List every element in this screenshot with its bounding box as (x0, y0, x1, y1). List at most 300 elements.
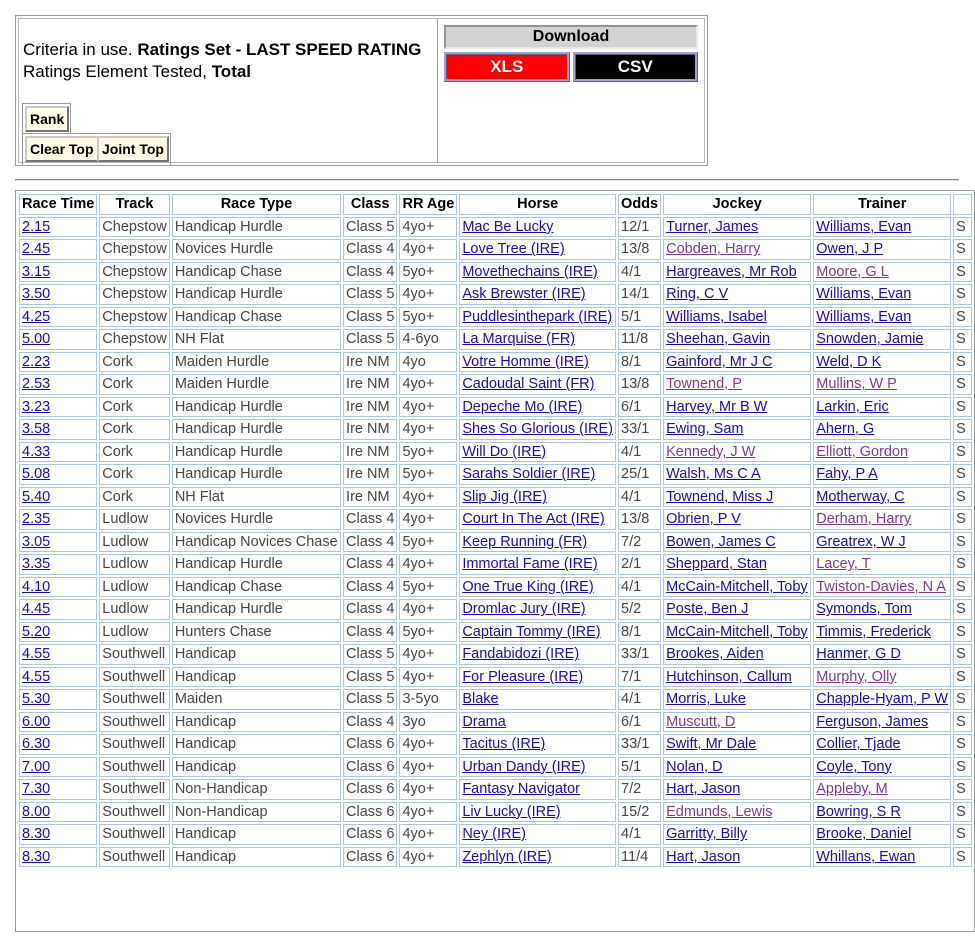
jockey-link[interactable]: Townend, Miss J (666, 488, 774, 505)
horse-link[interactable]: Zephlyn (IRE) (462, 848, 552, 865)
cell-jockey (663, 352, 811, 373)
cell-rr-age: 4yo+ (399, 667, 457, 688)
cell-odds: 4/1 (618, 487, 661, 508)
table-row (19, 419, 972, 440)
table-row (19, 487, 972, 508)
cell-class: Ire NM (343, 419, 397, 440)
table-row (19, 374, 972, 395)
cell-trainer (813, 532, 951, 553)
table-row (19, 847, 972, 868)
trainer-link[interactable]: Motherway, C (816, 488, 905, 505)
cell-rr-age: 3yo (399, 712, 457, 733)
horse-link[interactable]: Tacitus (IRE) (462, 736, 546, 753)
table-row (19, 757, 972, 778)
cell-jockey (663, 847, 811, 868)
trainer-link[interactable]: Snowden, Jamie (816, 331, 924, 348)
trainer-link[interactable]: Fahy, P A (816, 466, 878, 483)
trainer-link[interactable]: Brooke, Daniel (816, 826, 912, 843)
trainer-link[interactable]: Williams, Evan (816, 286, 912, 303)
race-time-link[interactable]: 2.45 (22, 241, 51, 258)
cell-trainer (813, 577, 951, 598)
cell-race-time (19, 847, 97, 868)
cell-class: Class 4 (343, 577, 397, 598)
cell-horse (459, 532, 616, 553)
cell-horse (459, 577, 616, 598)
cell-odds: 15/2 (618, 802, 661, 823)
cell-extra: S (953, 622, 972, 643)
horse-link[interactable]: Keep Running (FR) (462, 533, 588, 550)
cell-rr-age: 4yo+ (399, 509, 457, 530)
race-time-link[interactable]: 3.50 (22, 286, 51, 303)
horse-link[interactable]: Immortal Fame (IRE) (462, 556, 598, 573)
cell-extra: S (953, 329, 972, 350)
trainer-link[interactable]: Coyle, Tony (816, 758, 892, 775)
trainer-link[interactable]: Derham, Harry (816, 511, 912, 528)
cell-race-type: Handicap Hurdle (172, 442, 341, 463)
race-time-link[interactable]: 3.35 (22, 556, 51, 573)
cell-horse (459, 824, 616, 845)
horse-link[interactable]: Court In The Act (IRE) (462, 511, 605, 528)
cell-odds: 4/1 (618, 442, 661, 463)
trainer-link[interactable]: Twiston-Davies, N A (816, 578, 946, 595)
race-time-link[interactable]: 5.08 (22, 466, 51, 483)
xls-download-button[interactable]: XLS (444, 52, 570, 82)
cell-extra: S (953, 509, 972, 530)
rank-button[interactable]: Rank (25, 106, 69, 132)
cell-rr-age: 5yo+ (399, 622, 457, 643)
table-row (19, 667, 972, 688)
trainer-link[interactable]: Mullins, W P (816, 376, 897, 393)
table-row (19, 397, 972, 418)
table-row (19, 262, 972, 283)
trainer-link[interactable]: Lacey, T (816, 556, 871, 573)
cell-horse (459, 464, 616, 485)
cell-race-time (19, 734, 97, 755)
cell-jockey (663, 712, 811, 733)
cell-trainer (813, 779, 951, 800)
cell-race-time (19, 532, 97, 553)
cell-race-time (19, 577, 97, 598)
jockey-link[interactable]: Morris, Luke (666, 691, 746, 708)
cell-race-type: Handicap Chase (172, 262, 341, 283)
race-time-link[interactable]: 2.53 (22, 376, 51, 393)
race-time-link[interactable]: 5.00 (22, 331, 51, 348)
race-time-link[interactable]: 5.30 (22, 691, 51, 708)
criteria-info (19, 19, 438, 162)
horse-link[interactable]: Mac Be Lucky (462, 218, 554, 235)
jockey-link[interactable]: Muscutt, D (666, 713, 736, 730)
jockey-link[interactable]: Poste, Ben J (666, 601, 749, 618)
download-heading: Download (444, 25, 698, 49)
cell-jockey (663, 644, 811, 665)
cell-race-type: Handicap Hurdle (172, 284, 341, 305)
race-time-link[interactable]: 7.30 (22, 781, 51, 798)
cell-track: Southwell (99, 644, 170, 665)
cell-extra: S (953, 847, 972, 868)
cell-extra: S (953, 734, 972, 755)
cell-rr-age: 4yo+ (399, 757, 457, 778)
trainer-link[interactable]: Weld, D K (816, 353, 882, 370)
cell-class: Class 6 (343, 847, 397, 868)
jockey-link[interactable]: McCain-Mitchell, Toby (666, 578, 808, 595)
cell-odds: 12/1 (618, 217, 661, 238)
race-time-link[interactable]: 5.20 (22, 623, 51, 640)
cell-track: Ludlow (99, 577, 170, 598)
table-body (19, 217, 972, 868)
cell-trainer (813, 644, 951, 665)
jockey-link[interactable]: Hargreaves, Mr Rob (666, 263, 797, 280)
horse-link[interactable]: Ney (IRE) (462, 826, 526, 843)
race-time-link[interactable]: 4.33 (22, 443, 51, 460)
cell-extra: S (953, 644, 972, 665)
cell-race-type: NH Flat (172, 487, 341, 508)
cell-track: Chepstow (99, 284, 170, 305)
horse-link[interactable]: Slip Jig (IRE) (462, 488, 547, 505)
table-row (19, 509, 972, 530)
trainer-link[interactable]: Collier, Tjade (816, 736, 901, 753)
cell-rr-age: 5yo+ (399, 307, 457, 328)
race-time-link[interactable]: 8.30 (22, 848, 51, 865)
cell-class: Ire NM (343, 397, 397, 418)
cell-horse (459, 734, 616, 755)
race-time-link[interactable]: 8.00 (22, 803, 51, 820)
cell-extra: S (953, 577, 972, 598)
jockey-link[interactable]: McCain-Mitchell, Toby (666, 623, 808, 640)
cell-race-type: Handicap (172, 734, 341, 755)
cell-trainer (813, 757, 951, 778)
cell-track: Southwell (99, 689, 170, 710)
jockey-link[interactable]: Nolan, D (666, 758, 723, 775)
race-time-link[interactable]: 4.55 (22, 646, 51, 663)
jockey-link[interactable]: Gainford, Mr J C (666, 353, 773, 370)
table-row (19, 802, 972, 823)
cell-race-time (19, 307, 97, 328)
cell-jockey (663, 667, 811, 688)
cell-race-time (19, 779, 97, 800)
cell-extra: S (953, 779, 972, 800)
cell-class: Class 6 (343, 734, 397, 755)
horse-link[interactable]: Blake (462, 691, 499, 708)
cell-extra: S (953, 239, 972, 260)
cell-jockey (663, 554, 811, 575)
cell-jockey (663, 442, 811, 463)
race-time-link[interactable]: 4.45 (22, 601, 51, 618)
cell-horse (459, 397, 616, 418)
cell-race-time (19, 824, 97, 845)
cell-race-type: Handicap Chase (172, 307, 341, 328)
cell-track: Southwell (99, 667, 170, 688)
cell-race-type: Handicap Hurdle (172, 397, 341, 418)
column-header-horse: Horse (459, 194, 616, 215)
horse-link[interactable]: La Marquise (FR) (462, 331, 576, 348)
cell-jockey (663, 532, 811, 553)
cell-trainer (813, 217, 951, 238)
jockey-link[interactable]: Ring, C V (666, 286, 729, 303)
cell-horse (459, 779, 616, 800)
horse-link[interactable]: Ask Brewster (IRE) (462, 286, 586, 303)
race-time-link[interactable]: 4.25 (22, 308, 51, 325)
table-row (19, 577, 972, 598)
table-row (19, 217, 972, 238)
race-time-link[interactable]: 6.30 (22, 736, 51, 753)
cell-race-type: Handicap Hurdle (172, 599, 341, 620)
cell-extra: S (953, 397, 972, 418)
jockey-link[interactable]: Kennedy, J W (666, 443, 756, 460)
horse-link[interactable]: Drama (462, 713, 506, 730)
race-time-link[interactable]: 2.23 (22, 353, 51, 370)
jockey-link[interactable]: Ewing, Sam (666, 421, 744, 438)
cell-rr-age: 4yo+ (399, 487, 457, 508)
race-time-link[interactable]: 8.30 (22, 826, 51, 843)
jockey-link[interactable]: Sheehan, Gavin (666, 331, 771, 348)
race-time-link[interactable]: 2.35 (22, 511, 51, 528)
table-header-row (19, 194, 972, 215)
cell-race-type: Non-Handicap (172, 802, 341, 823)
download-panel (438, 19, 704, 162)
cell-race-type: Handicap (172, 847, 341, 868)
cell-extra: S (953, 307, 972, 328)
cell-extra: S (953, 802, 972, 823)
horse-link[interactable]: One True King (IRE) (462, 578, 594, 595)
trainer-link[interactable]: Bowring, S R (816, 803, 901, 820)
cell-trainer (813, 667, 951, 688)
cell-race-time (19, 374, 97, 395)
cell-horse (459, 509, 616, 530)
cell-race-time (19, 802, 97, 823)
horse-link[interactable]: Urban Dandy (IRE) (462, 758, 586, 775)
jockey-link[interactable]: Walsh, Ms C A (666, 466, 761, 483)
trainer-link[interactable]: Whillans, Ewan (816, 848, 916, 865)
joint-top-button[interactable]: Joint Top (97, 136, 169, 162)
cell-jockey (663, 217, 811, 238)
horse-link[interactable]: Depeche Mo (IRE) (462, 398, 583, 415)
cell-track: Cork (99, 464, 170, 485)
trainer-link[interactable]: Appleby, M (816, 781, 888, 798)
cell-track: Ludlow (99, 532, 170, 553)
race-time-link[interactable]: 3.58 (22, 421, 51, 438)
cell-race-type: Maiden Hurdle (172, 352, 341, 373)
cell-race-time (19, 487, 97, 508)
race-time-link[interactable]: 5.40 (22, 488, 51, 505)
cell-race-type: Maiden Hurdle (172, 374, 341, 395)
cell-trainer (813, 374, 951, 395)
horse-link[interactable]: Liv Lucky (IRE) (462, 803, 561, 820)
cell-jockey (663, 374, 811, 395)
cell-race-type: Handicap (172, 667, 341, 688)
horse-link[interactable]: Dromlac Jury (IRE) (462, 601, 586, 618)
trainer-link[interactable]: Murphy, Olly (816, 668, 897, 685)
cell-race-time (19, 284, 97, 305)
jockey-link[interactable]: Garritty, Billy (666, 826, 748, 843)
cell-race-type: Handicap Hurdle (172, 554, 341, 575)
cell-jockey (663, 802, 811, 823)
trainer-link[interactable]: Owen, J P (816, 241, 884, 258)
race-time-link[interactable]: 3.23 (22, 398, 51, 415)
cell-track: Ludlow (99, 599, 170, 620)
table-row (19, 644, 972, 665)
cell-trainer (813, 824, 951, 845)
cell-odds: 5/2 (618, 599, 661, 620)
trainer-link[interactable]: Chapple-Hyam, P W (816, 691, 949, 708)
table-row (19, 689, 972, 710)
jockey-link[interactable]: Harvey, Mr B W (666, 398, 768, 415)
column-header-odds: Odds (618, 194, 661, 215)
horse-link[interactable]: Fandabidozi (IRE) (462, 646, 580, 663)
jockey-link[interactable]: Hutchinson, Callum (666, 668, 792, 685)
horse-link[interactable]: Cadoudal Saint (FR) (462, 376, 595, 393)
cell-jockey (663, 599, 811, 620)
cell-jockey (663, 464, 811, 485)
cell-extra: S (953, 532, 972, 553)
cell-track: Southwell (99, 779, 170, 800)
cell-odds: 13/8 (618, 374, 661, 395)
jockey-link[interactable]: Brookes, Aiden (666, 646, 764, 663)
cell-class: Class 4 (343, 509, 397, 530)
horse-link[interactable]: Sarahs Soldier (IRE) (462, 466, 596, 483)
cell-class: Class 4 (343, 599, 397, 620)
cell-odds: 5/1 (618, 757, 661, 778)
cell-track: Chepstow (99, 329, 170, 350)
cell-trainer (813, 329, 951, 350)
cell-race-time (19, 599, 97, 620)
cell-class: Class 4 (343, 239, 397, 260)
cell-trainer (813, 352, 951, 373)
clear-top-button[interactable]: Clear Top (25, 136, 99, 162)
cell-rr-age: 4yo+ (399, 419, 457, 440)
race-time-link[interactable]: 4.10 (22, 578, 51, 595)
cell-class: Ire NM (343, 352, 397, 373)
cell-track: Southwell (99, 757, 170, 778)
cell-race-type: Handicap Chase (172, 577, 341, 598)
cell-odds: 33/1 (618, 419, 661, 440)
trainer-link[interactable]: Hanmer, G D (816, 646, 901, 663)
trainer-link[interactable]: Symonds, Tom (816, 601, 912, 618)
jockey-link[interactable]: Hart, Jason (666, 781, 741, 798)
cell-extra: S (953, 284, 972, 305)
trainer-link[interactable]: Ferguson, James (816, 713, 929, 730)
race-time-link[interactable]: 3.15 (22, 263, 51, 280)
trainer-link[interactable]: Williams, Evan (816, 218, 912, 235)
horse-link[interactable]: Votre Homme (IRE) (462, 353, 589, 370)
cell-race-time (19, 712, 97, 733)
jockey-link[interactable]: Williams, Isabel (666, 308, 767, 325)
race-time-link[interactable]: 4.55 (22, 668, 51, 685)
cell-rr-age: 4yo+ (399, 734, 457, 755)
cell-class: Ire NM (343, 442, 397, 463)
cell-odds: 4/1 (618, 824, 661, 845)
trainer-link[interactable]: Greatrex, W J (816, 533, 906, 550)
cell-track: Ludlow (99, 554, 170, 575)
horse-link[interactable]: Will Do (IRE) (462, 443, 547, 460)
horse-link[interactable]: For Pleasure (IRE) (462, 668, 584, 685)
cell-odds: 4/1 (618, 689, 661, 710)
cell-jockey (663, 779, 811, 800)
cell-horse (459, 262, 616, 283)
trainer-link[interactable]: Moore, G L (816, 263, 889, 280)
jockey-link[interactable]: Sheppard, Stan (666, 556, 767, 573)
cell-jockey (663, 307, 811, 328)
jockey-link[interactable]: Townend, P (666, 376, 742, 393)
trainer-link[interactable]: Ahern, G (816, 421, 875, 438)
jockey-link[interactable]: Obrien, P V (666, 511, 741, 528)
cell-rr-age: 5yo+ (399, 532, 457, 553)
race-time-link[interactable]: 6.00 (22, 713, 51, 730)
table-row (19, 329, 972, 350)
cell-rr-age: 3-5yo (399, 689, 457, 710)
cell-trainer (813, 284, 951, 305)
cell-odds: 6/1 (618, 712, 661, 733)
trainer-link[interactable]: Larkin, Eric (816, 398, 889, 415)
cell-horse (459, 442, 616, 463)
cell-rr-age: 4yo+ (399, 802, 457, 823)
cell-track: Southwell (99, 712, 170, 733)
table-row (19, 307, 972, 328)
race-time-link[interactable]: 2.15 (22, 218, 51, 235)
cell-trainer (813, 262, 951, 283)
jockey-link[interactable]: Edmunds, Lewis (666, 803, 773, 820)
horse-link[interactable]: Puddlesinthepark (IRE) (462, 308, 613, 325)
cell-odds: 33/1 (618, 734, 661, 755)
cell-horse (459, 239, 616, 260)
cell-odds: 7/2 (618, 779, 661, 800)
cell-odds: 8/1 (618, 352, 661, 373)
cell-horse (459, 217, 616, 238)
race-time-link[interactable]: 3.05 (22, 533, 51, 550)
column-header-class: Class (343, 194, 397, 215)
jockey-link[interactable]: Hart, Jason (666, 848, 741, 865)
race-time-link[interactable]: 7.00 (22, 758, 51, 775)
cell-extra: S (953, 667, 972, 688)
jockey-link[interactable]: Cobden, Harry (666, 241, 761, 258)
jockey-link[interactable]: Bowen, James C (666, 533, 776, 550)
table-row (19, 239, 972, 260)
cell-trainer (813, 487, 951, 508)
table-row (19, 284, 972, 305)
jockey-link[interactable]: Turner, James (666, 218, 759, 235)
horse-link[interactable]: Love Tree (IRE) (462, 241, 565, 258)
horse-link[interactable]: Captain Tommy (IRE) (462, 623, 601, 640)
trainer-link[interactable]: Williams, Evan (816, 308, 912, 325)
horse-link[interactable]: Shes So Glorious (IRE) (462, 421, 614, 438)
cell-race-time (19, 757, 97, 778)
cell-race-type: Handicap (172, 712, 341, 733)
cell-class: Class 5 (343, 667, 397, 688)
cell-class: Ire NM (343, 487, 397, 508)
cell-horse (459, 667, 616, 688)
cell-odds: 7/1 (618, 667, 661, 688)
cell-jockey (663, 689, 811, 710)
trainer-link[interactable]: Timmis, Frederick (816, 623, 931, 640)
cell-extra: S (953, 419, 972, 440)
cell-horse (459, 554, 616, 575)
cell-race-time (19, 442, 97, 463)
cell-rr-age: 4yo+ (399, 284, 457, 305)
cell-class: Class 5 (343, 329, 397, 350)
cell-class: Class 5 (343, 284, 397, 305)
cell-race-time (19, 509, 97, 530)
horse-link[interactable]: Fantasy Navigator (462, 781, 580, 798)
cell-trainer (813, 464, 951, 485)
column-header-rr-age: RR Age (399, 194, 457, 215)
trainer-link[interactable]: Elliott, Gordon (816, 443, 909, 460)
cell-trainer (813, 397, 951, 418)
cell-class: Class 4 (343, 622, 397, 643)
cell-race-type: Handicap Hurdle (172, 217, 341, 238)
jockey-link[interactable]: Swift, Mr Dale (666, 736, 757, 753)
horse-link[interactable]: Movethechains (IRE) (462, 263, 598, 280)
csv-download-button[interactable]: CSV (573, 52, 699, 82)
cell-horse (459, 847, 616, 868)
